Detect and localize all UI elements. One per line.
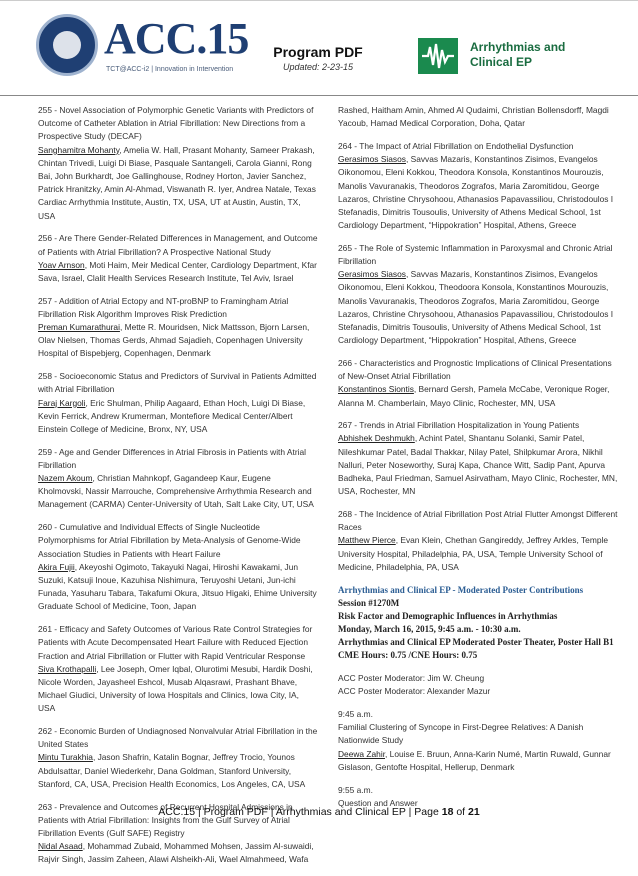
abstract-entry <box>338 357 618 410</box>
abstract-title: 255 - Novel Association of Polymorphic Genetic Variants with Predictors of Outcome of Catheter Ablation in Atrial Fibrillation: New Directions from a Prospective Study (DECAF) <box>38 105 314 142</box>
abstract-authors <box>38 561 318 614</box>
co-authors: , Mette R. Mouridsen, Nick Mattsson, Bjorn Larsen, Olav Nielsen, Thomas Gerds, Ahmad Sajadieh, Copenhagen University Hospital of Bispebjerg, Copenhagen, Denmark <box>38 322 310 359</box>
abstract-title: 267 - Trends in Atrial Fibrillation Hospitalization in Young Patients <box>338 420 580 431</box>
abstract-title: 262 - Economic Burden of Undiagnosed Nonvalvular Atrial Fibrillation in the United States <box>38 726 318 750</box>
co-authors: , Savvas Mazaris, Konstantinos Zisimos, Evangelos Oikonomou, Eleni Kokkou, Theodoora Konsola, Konstantinos Mourouzis, Manolis Vavuranakis, Theodoros Zografos, Maria Zaromitidou, George Lazaros, Christine Chrysohoou, Athanasios Papavassiliou, Christodoulos I Stefanadis, Dimitris Tousoulis, University of Athens Medical School, 1st Cardiology Department, “Hippokration” Hospital, Athens, Greece <box>338 269 614 346</box>
abstract-authors <box>338 104 618 130</box>
session-number: Session #1270M <box>338 597 400 608</box>
topic-line-1: Arrhythmias and <box>470 40 566 54</box>
header-divider <box>0 95 638 96</box>
item-time: 9:55 a.m. <box>338 784 373 795</box>
page-footer <box>0 806 638 818</box>
session-where: Arrhythmias and Clinical EP Moderated Poster Theater, Poster Hall B1 <box>338 636 614 647</box>
co-authors: , Amelia W. Hall, Prasant Mohanty, Sameer Prakash, Chintan Trivedi, Luigi Di Biase, Pasquale Santangeli, Carola Gianni, Rong Bai, John Burkhardt, Joe Gallinghouse, Rodney Horton, Javier Sanchez, Patrick Hranitzky, Amin Al-Ahmad, Viswanath R. Iyer, Andrea Natale, Texas Cardiac Arrhythmia Institute, Austin, TX, USA, UT at Austin, Austin, TX, USA <box>38 144 316 221</box>
page-total: 21 <box>468 806 480 818</box>
co-authors: , Jason Shafrin, Katalin Bognar, Jeffrey Trocio, Younos Abdulsattar, Daniel Wiederkehr, Dana Goldman, Stanford University, Stanford, CA, USA, Precision Health Economics, Los Angeles, CA, USA <box>38 752 306 789</box>
presenter-name: Yoav Arnson <box>38 259 85 270</box>
logo-subtitle: TCT@ACC-i2 | Innovation in Intervention <box>106 66 234 73</box>
co-authors: , Akeyoshi Ogimoto, Takayuki Nagai, Hiroshi Kawakami, Jun Suzuki, Katsuji Inoue, Kazuhisa Nishimura, Teruyoshi Uetani, Jun-ichi Funada, Yasuharu Tabara, Takafumi Okura, Jitsuo Higaki, Ehime University Graduate School of Medicine, Toon, Japan <box>38 561 317 612</box>
abstract-title: 261 - Efficacy and Safety Outcomes of Various Rate Control Strategies for Patients with Acute Decompensated Heart Failure with Reduced Ejection Fraction and Atrial Fibrillation or Flutter with Rapid Ventricular Response <box>38 624 313 661</box>
session-heading: Arrhythmias and Clinical EP - Moderated Poster Contributions <box>338 584 584 595</box>
abstract-title: 259 - Age and Gender Differences in Atrial Fibrosis in Patients with Atrial Fibrillation <box>38 446 306 470</box>
abstract-authors <box>38 321 318 361</box>
item-authors <box>338 748 618 774</box>
abstract-authors <box>338 268 618 347</box>
item-title: Familial Clustering of Syncope in First-Degree Relatives: A Danish Nationwide Study <box>338 722 584 746</box>
footer-prefix: ACC.15 | Program PDF | Arrhythmias and Clinical EP | Page <box>158 806 442 818</box>
presenter-name: Siva Krothapalli <box>38 663 97 674</box>
presenter-name: Nazem Akoum <box>38 473 93 484</box>
co-authors: , Savvas Mazaris, Konstantinos Zisimos, Evangelos Oikonomou, Eleni Kokkou, Theodora Konsola, Konstantinos Mourouzis, Manolis Vavuranakis, Theodoros Zografos, Maria Zaromitidou, George Lazaros, Christine Chrysohoou, Athanasios Papavassiliou, Christodoulos I Stefanadis, Dimitris Tousoulis, University of Athens Medical School, 1st Cardiology Department, “Hippokration” Hospital, Athens, Greece <box>338 154 614 231</box>
co-authors: , Moti Haim, Meir Medical Center, Cardiology Department, Kfar Sava, Israel, Clalit Health Services Research Institute, Tel Aviv, Israel <box>38 259 317 283</box>
college-seal-icon <box>36 14 98 76</box>
presenter-name: Sanghamitra Mohanty <box>38 144 120 155</box>
abstract-authors <box>338 432 618 498</box>
co-authors: , Mohammad Zubaid, Mohammed Mohsen, Jassim Al-suwaidi, Rajvir Singh, Jassim Zaheen, Alawi Alsheikh-Ali, Wael Almahmeed, Wafa <box>38 841 314 865</box>
moderator: ACC Poster Moderator: Alexander Mazur <box>338 685 491 696</box>
presenter-name: Faraj Kargoli <box>38 397 86 408</box>
presenter-name: Akira Fujii <box>38 561 75 572</box>
session-block <box>338 584 618 811</box>
abstract-title: 268 - The Incidence of Atrial Fibrillation Post Atrial Flutter Amongst Different Races <box>338 508 618 533</box>
presenter-name: Nidal Asaad <box>38 841 83 852</box>
left-column <box>38 104 318 876</box>
abstract-authors <box>338 153 618 232</box>
session-cme: CME Hours: 0.75 /CNE Hours: 0.75 <box>338 649 478 660</box>
item-title: Question and Answer <box>338 798 418 809</box>
topic-label <box>470 40 565 70</box>
presenter-name: Preman Kumarathurai <box>38 322 120 333</box>
session-name: Risk Factor and Demographic Influences in Arrhythmias <box>338 610 558 621</box>
abstract-entry <box>338 419 618 498</box>
right-column <box>338 104 618 810</box>
moderator: ACC Poster Moderator: Jim W. Cheung <box>338 672 485 683</box>
abstract-entry <box>338 242 618 348</box>
presenter-name: Matthew Pierce <box>338 535 396 546</box>
presenter-name: Konstantinos Siontis <box>338 384 414 395</box>
presenter-name: Gerasimos Siasos <box>338 269 406 280</box>
abstract-authors <box>38 144 318 223</box>
co-authors: , Achint Patel, Shantanu Solanki, Samir Patel, Nileshkumar Patel, Badal Thakkar, Nilay Patel, Shilpkumar Arora, Nikhil Nalluri, Peter Noseworthy, Suraj Kapa, Chance Witt, Sadip Pant, Apurva Badheka, Paul Friedman, Samuel Asirvatham, Mayo Clinic, Rochester, MN, USA, Rochester, MN <box>338 433 618 497</box>
abstract-title: 258 - Socioeconomic Status and Predictors of Survival in Patients Admitted with Atrial Fibrillation <box>38 371 317 395</box>
footer-of: of <box>453 806 469 818</box>
ecg-wave-icon <box>418 38 458 74</box>
abstract-authors <box>38 663 318 716</box>
co-authors: Rashed, Haitham Amin, Ahmed Al Qudaimi, Christian Bollensdorff, Magdi Yacoub, Hamad Medical Corporation, Doha, Qatar <box>338 105 609 129</box>
abstract-authors <box>38 751 318 791</box>
co-authors: , Bernard Gersh, Pamela McCabe, Veronique Roger, Alanna M. Chamberlain, Mayo Clinic, Rochester, MN, USA <box>338 384 610 408</box>
abstract-entry <box>338 140 618 232</box>
abstract-title: 256 - Are There Gender-Related Differences in Management, and Outcome of Patients with Atrial Fibrillation? A Prospective National Study <box>38 233 318 257</box>
co-authors: , Eric Shulman, Philip Aagaard, Ethan Hoch, Luigi Di Biase, Kevin Ferrick, Andrew Krumerman, Montefiore Medical Center/Albert Einstein College of Medicine, Bronx, NY, USA <box>38 397 306 434</box>
abstract-entry <box>38 521 318 613</box>
abstract-entry <box>38 295 318 361</box>
presenter-name: Abhishek Deshmukh <box>338 433 415 444</box>
abstract-title: 264 - The Impact of Atrial Fibrillation on Endothelial Dysfunction <box>338 140 574 151</box>
abstract-entry <box>38 623 318 715</box>
abstract-entry <box>38 104 318 223</box>
abstract-authors <box>38 397 318 437</box>
abstract-authors <box>38 259 318 285</box>
session-when: Monday, March 16, 2015, 9:45 a.m. - 10:30 a.m. <box>338 623 521 634</box>
acc15-logo <box>36 14 249 84</box>
abstract-entry <box>38 725 318 791</box>
presenter-name: Gerasimos Siasos <box>338 154 406 165</box>
page-number: 18 <box>441 806 454 818</box>
topic-box <box>418 34 598 80</box>
presenter-name: Mintu Turakhia <box>38 752 93 763</box>
co-authors: , Lee Joseph, Omer Iqbal, Olurotimi Mesubi, Hardik Doshi, Nicole Worden, Jayasheel Eshcol, Musab Alqasrawi, Prashant Bhave, Michael Giudici, University of Iowa Hospitals and Clinics, Iowa City, IA, USA <box>38 663 313 714</box>
co-authors: , Evan Klein, Chethan Gangireddy, Jeffrey Arkles, Temple University Hospital, Philadelphia, PA, USA, Temple University School of Medicine, Philadelphia, PA, USA <box>338 535 608 572</box>
abstract-authors <box>338 534 618 574</box>
topic-line-2: Clinical EP <box>470 55 533 69</box>
abstract-authors <box>38 840 318 866</box>
abstract-entry <box>338 104 618 130</box>
session-item <box>338 708 618 774</box>
abstract-title: 257 - Addition of Atrial Ectopy and NT-proBNP to Framingham Atrial Fibrillation Risk Algorithm Improves Risk Prediction <box>38 295 289 319</box>
abstract-title: 263 - Prevalence and Outcomes of Recurrent Hospital Admissions in Patients with Atrial Fibrillation: Insights from the Gulf Survey of Atrial Fibrillation Events (Gulf SAFE) Registry <box>38 801 293 838</box>
logo-text: ACC.15 <box>104 14 249 63</box>
item-time: 9:45 a.m. <box>338 708 373 719</box>
presenter-name: Deewa Zahir <box>338 748 386 759</box>
abstract-authors <box>38 472 318 512</box>
abstract-title: 260 - Cumulative and Individual Effects of Single Nucleotide Polymorphisms for Atrial Fibrillation by Meta-Analysis of Genome-Wide Association Studies in Patients with Heart Failure <box>38 522 301 559</box>
page-header <box>0 0 638 96</box>
abstract-entry <box>38 446 318 512</box>
abstract-entry <box>338 508 618 574</box>
co-authors: , Louise E. Bruun, Anna-Karin Numé, Martin Ruwald, Gunnar Gislason, Gentofte Hospital, Hellerup, Denmark <box>338 748 611 772</box>
updated-date: Updated: 2-23-15 <box>282 62 354 72</box>
page-title: Program PDF <box>273 44 363 60</box>
co-authors: , Christian Mahnkopf, Gagandeep Kaur, Eugene Kholmovski, Nassir Marrouche, Comprehensive Arrhythmia Research and Management (CARMA) Center-University of Utah, Salt Lake City, UT, USA <box>38 473 314 510</box>
abstract-authors <box>338 383 618 409</box>
title-block <box>258 44 378 72</box>
abstract-entry <box>38 232 318 285</box>
abstract-title: 265 - The Role of Systemic Inflammation in Paroxysmal and Chronic Atrial Fibrillation <box>338 242 613 267</box>
abstract-title: 266 - Characteristics and Prognostic Implications of Clinical Presentations of New-Onset Atrial Fibrillation <box>338 357 612 382</box>
right-entries <box>338 104 618 574</box>
abstract-entry <box>38 370 318 436</box>
